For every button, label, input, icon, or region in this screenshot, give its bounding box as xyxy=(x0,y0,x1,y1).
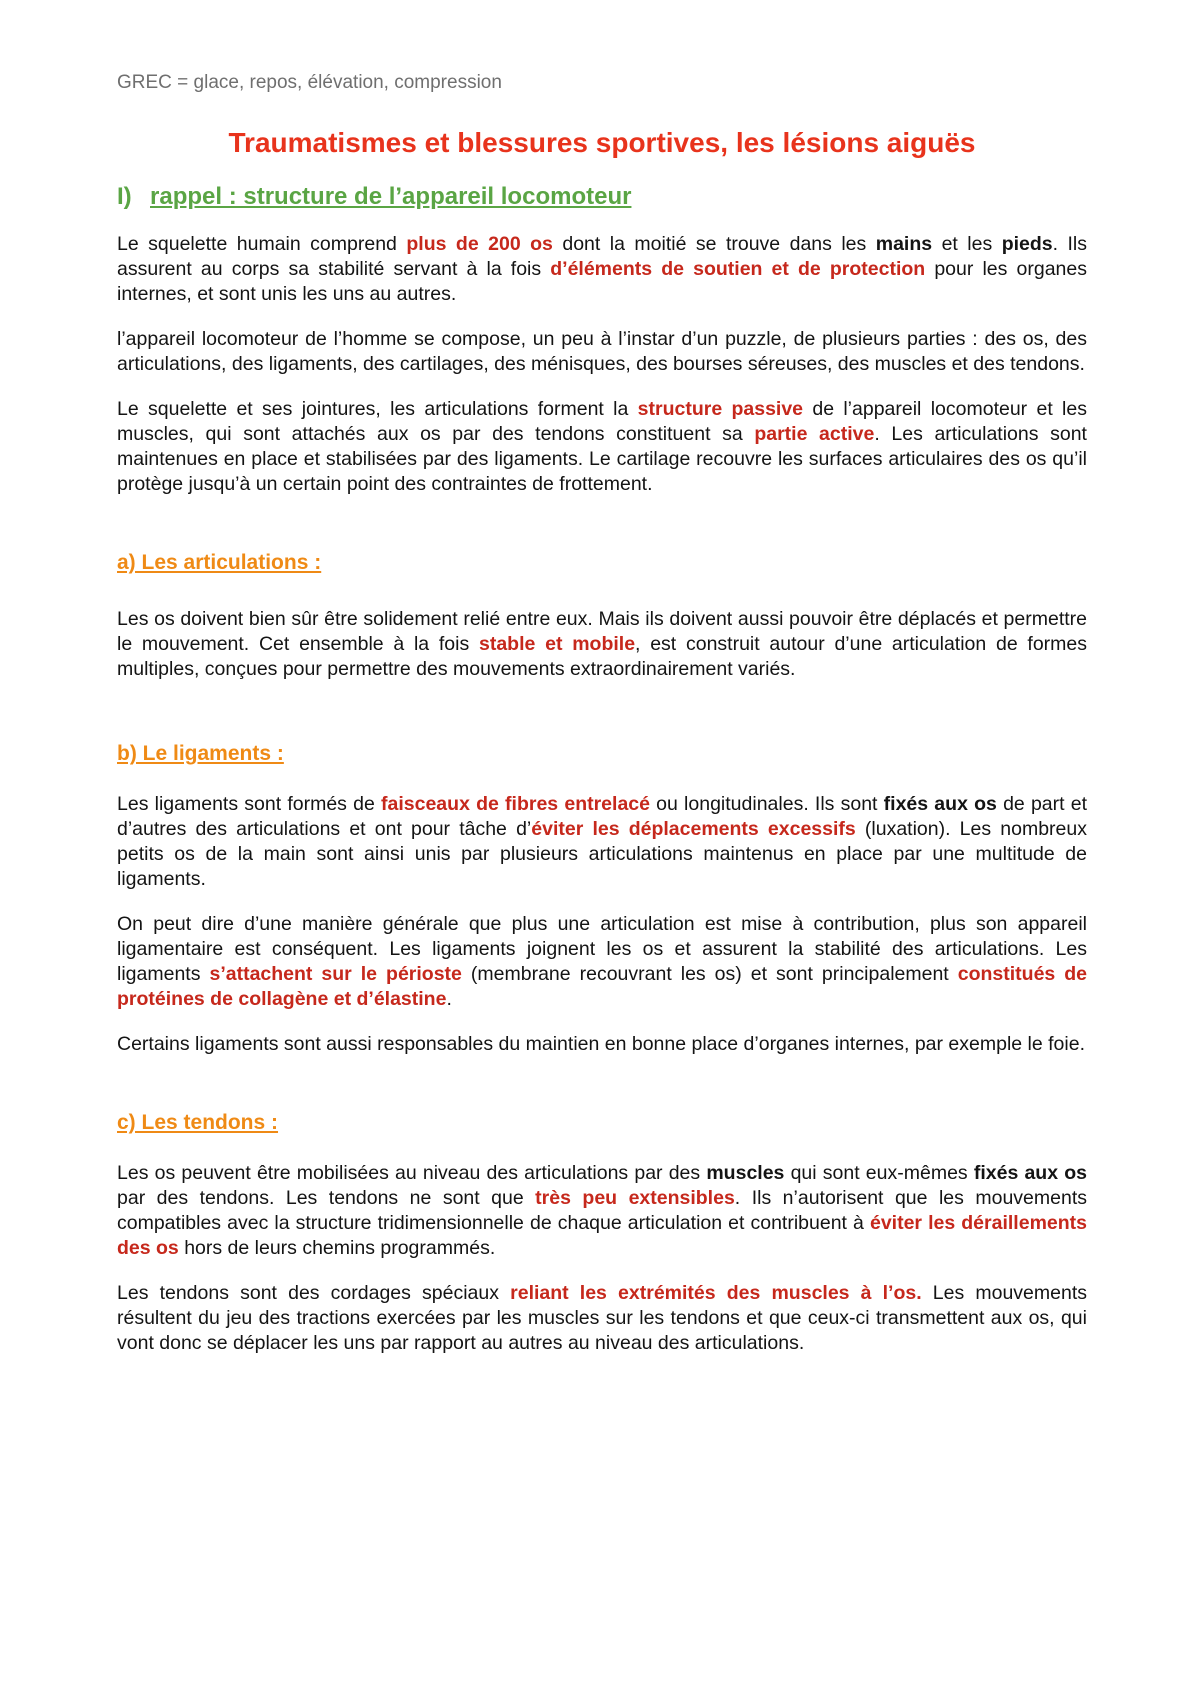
text-run: Le squelette humain comprend xyxy=(117,233,407,255)
highlight-text: éviter les déraillements des os xyxy=(117,1212,1087,1259)
paragraph-cordages xyxy=(117,1281,1087,1356)
text-run: Les tendons sont des cordages spéciaux xyxy=(117,1282,511,1304)
highlight-text: faisceaux de fibres entrelacé xyxy=(381,793,650,815)
text-run: . Ils assurent au corps sa stabilité servant à la fois xyxy=(117,233,1088,280)
highlight-text: éviter les déplacements excessifs xyxy=(531,818,856,840)
text-run: . Les articulations sont maintenues en place et stabilisées par des ligaments. Le cartilage recouvre les surfaces articulaires des os qu’il protège jusqu’à un certain point des contraintes de frottement. xyxy=(117,423,1087,495)
paragraph-structure xyxy=(117,397,1087,497)
subsection-heading-b: b) Le ligaments : xyxy=(117,742,284,765)
subsection-heading-c: c) Les tendons : xyxy=(117,1111,279,1134)
bold-text: pieds xyxy=(1001,233,1053,255)
text-run: ou longitudinales. Ils sont xyxy=(649,793,884,815)
highlight-text: très peu extensibles xyxy=(535,1187,735,1209)
highlight-text: reliant les extrémités des muscles à l’os. xyxy=(510,1282,922,1304)
text-run: hors de leurs chemins programmés. xyxy=(178,1237,496,1259)
text-run: , est construit autour d’une articulation de formes multiples, conçues pour permettre des mouvements extraordinairement variés. xyxy=(117,633,1088,680)
text-run: et les xyxy=(932,233,1002,255)
highlight-text: structure passive xyxy=(637,398,804,420)
highlight-text: d’éléments de soutien et de protection xyxy=(550,258,926,280)
text-run: Les os doivent bien sûr être solidement relié entre eux. Mais ils doivent aussi pouvoir être déplacés et permettre le mouvement. Cet ensemble à la fois xyxy=(117,608,1087,655)
text-run: par des tendons. Les tendons ne sont que xyxy=(117,1187,536,1209)
text-run: Les ligaments sont formés de xyxy=(117,793,382,815)
text-run: On peut dire d’une manière générale que plus une articulation est mise à contribution, plus son appareil ligamentaire est conséquent. Les ligaments joignent les os et assurent la stabilité des articulations. Les ligaments xyxy=(117,913,1087,985)
text-run: (membrane recouvrant les os) et sont principalement xyxy=(461,963,958,985)
paragraph-articulations xyxy=(117,607,1087,682)
paragraph-appareil: l’appareil locomoteur de l’homme se compose, un peu à l’instar d’un puzzle, de plusieurs parties : des os, des articulations, des ligaments, des cartilages, des ménisques, des bourses séreuses, des muscles et des tendons. xyxy=(117,328,1087,375)
header-note: GREC = glace, repos, élévation, compression xyxy=(117,72,502,93)
section-heading-text: rappel : structure de l’appareil locomoteur xyxy=(150,183,632,210)
paragraph-tendons xyxy=(117,1161,1087,1261)
paragraph-ligaments xyxy=(117,792,1087,892)
text-run: (luxation). Les nombreux petits os de la main sont ainsi unis par plusieurs articulations maintenus en place par une multitude de ligaments. xyxy=(117,818,1087,890)
highlight-text: plus de 200 os xyxy=(406,233,553,255)
text-run: . Ils n’autorisent que les mouvements compatibles avec la structure tridimensionnelle de chaque articulation et contribuent à xyxy=(117,1187,1088,1234)
highlight-text: s’attachent sur le périoste xyxy=(209,963,462,985)
highlight-text: stable et mobile xyxy=(479,633,636,655)
text-run: dont la moitié se trouve dans les xyxy=(552,233,876,255)
text-run: qui sont eux-mêmes xyxy=(784,1162,974,1184)
document-body xyxy=(117,70,1087,1356)
text-run: pour les organes internes, et sont unis les uns au autres. xyxy=(117,258,1087,305)
bold-text: mains xyxy=(875,233,933,255)
text-run: de part et d’autres des articulations et ont pour tâche d’ xyxy=(117,793,1088,840)
section-number: I) xyxy=(117,183,132,210)
paragraph-ligamentaire xyxy=(117,912,1087,1012)
section-heading-1 xyxy=(117,182,1087,212)
bold-text: muscles xyxy=(706,1162,785,1184)
text-run: Le squelette et ses jointures, les articulations forment la xyxy=(117,398,638,420)
subsection-heading-a: a) Les articulations : xyxy=(117,551,322,574)
bold-text: fixés aux os xyxy=(973,1162,1087,1184)
text-run: de l’appareil locomoteur et les muscles, qui sont attachés aux os par des tendons constituent sa xyxy=(117,398,1087,445)
page-title: Traumatismes et blessures sportives, les lésions aiguës xyxy=(228,127,976,158)
paragraph-organes: Certains ligaments sont aussi responsables du maintien en bonne place d’organes internes, par exemple le foie. xyxy=(117,1033,1085,1055)
paragraph-squelette xyxy=(117,232,1087,307)
text-run: Les mouvements résultent du jeu des tractions exercées par les muscles sur les tendons et que ceux-ci transmettent aux os, qui vont donc se déplacer les uns par rapport au autres au niveau des articulations. xyxy=(117,1282,1087,1354)
bold-text: fixés aux os xyxy=(883,793,997,815)
text-run: Les os peuvent être mobilisées au niveau des articulations par des xyxy=(117,1162,707,1184)
highlight-text: partie active xyxy=(754,423,875,445)
highlight-text: constitués de protéines de collagène et d’élastine xyxy=(117,963,1088,1010)
text-run: . xyxy=(446,988,452,1010)
